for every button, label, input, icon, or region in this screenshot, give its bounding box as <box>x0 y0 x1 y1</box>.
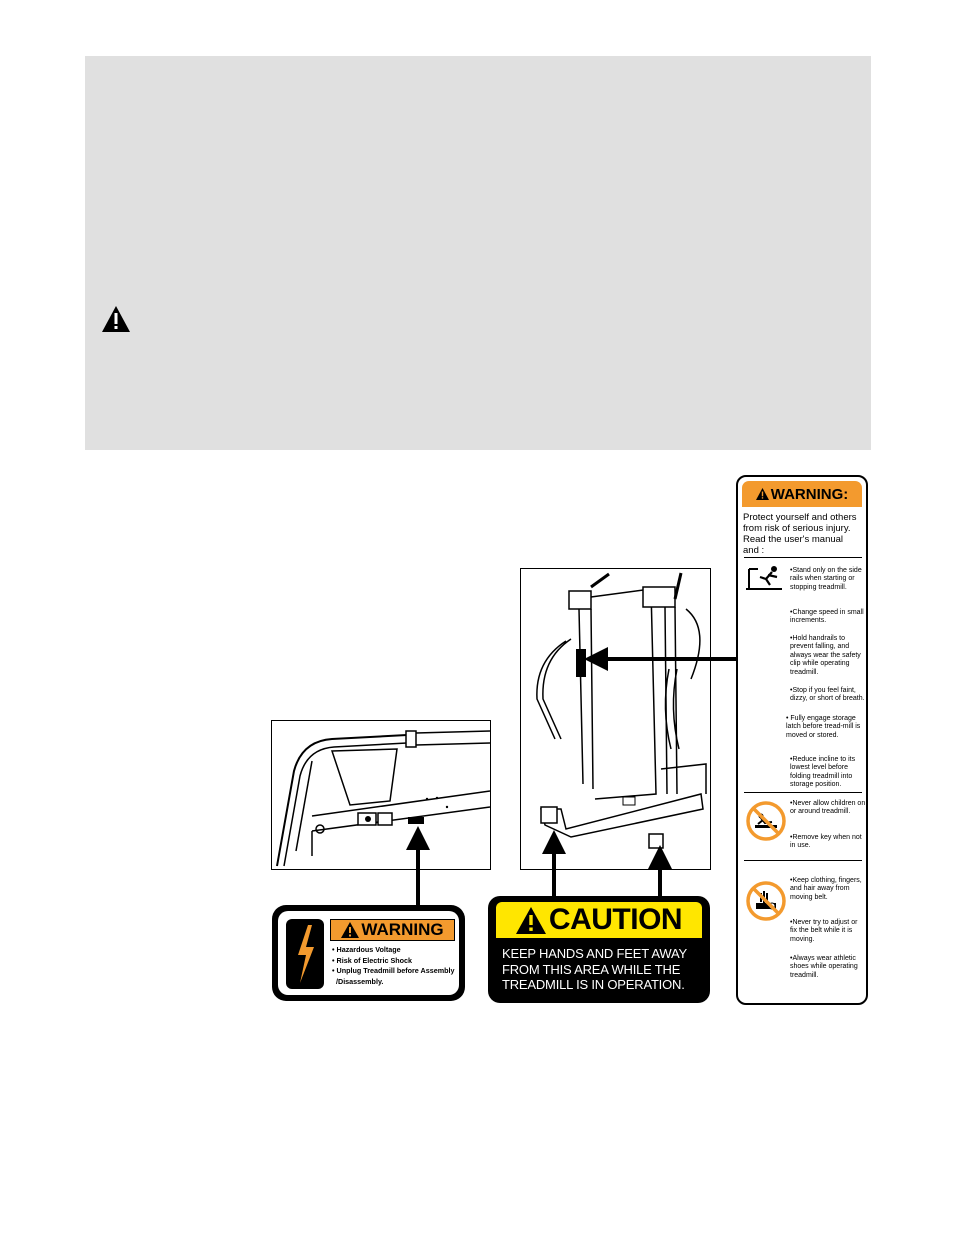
electrical-warning-header <box>330 919 455 941</box>
decal-intro: Protect yourself and others from risk of serious injury. Read the user's manual and : <box>743 512 857 556</box>
decal-item: •Always wear athletic shoes while operating treadmill. <box>790 955 858 979</box>
caution-text <box>502 946 702 993</box>
list-item: /Disassembly. <box>336 976 384 986</box>
decal-item: •Never try to adjust or fix the belt while it is moving. <box>790 919 858 943</box>
list-item: • Unplug Treadmill before Assembly <box>332 966 455 975</box>
caution-decal <box>488 896 710 1003</box>
electrical-warning-items <box>332 945 462 987</box>
decal-item: •Reduce incline to its lowest level before folding treadmill into storage position. <box>790 756 856 789</box>
caution-header <box>496 902 702 938</box>
warning-triangle-icon <box>516 907 546 934</box>
caution-line: TREADMILL IS IN OPERATION. <box>502 977 685 992</box>
caution-line: FROM THIS AREA WHILE THE <box>502 961 681 977</box>
decal-item: •Never allow children on or around treadmill. <box>790 800 866 816</box>
decal-item: • Fully engage storage latch before tread-mill is moved or stored. <box>786 715 861 739</box>
caution-line: KEEP HANDS AND FEET AWAY <box>502 946 687 961</box>
decal-item: •Remove key when not in use. <box>790 834 862 850</box>
decal-item: •Stop if you feel faint, dizzy, or short of breath. <box>790 687 865 703</box>
electrical-warning-header-text: WARNING <box>361 920 444 939</box>
caution-header-text: CAUTION <box>548 903 683 936</box>
list-item: • Hazardous Voltage <box>332 945 401 954</box>
lightning-bolt-icon <box>286 919 324 989</box>
warning-triangle-icon <box>341 922 359 938</box>
decal-item: •Hold handrails to prevent falling, and always wear the safety clip while operating treadmill. <box>790 635 861 676</box>
list-item: • Risk of Electric Shock <box>332 955 413 965</box>
decal-item: •Change speed in small increments. <box>790 609 864 625</box>
decal-header-text: WARNING: <box>770 485 849 503</box>
electrical-warning-decal <box>272 905 465 1001</box>
decal-item: •Keep clothing, fingers, and hair away from moving belt. <box>790 877 862 901</box>
decal-item: •Stand only on the side rails when starting or stopping treadmill. <box>790 567 862 591</box>
